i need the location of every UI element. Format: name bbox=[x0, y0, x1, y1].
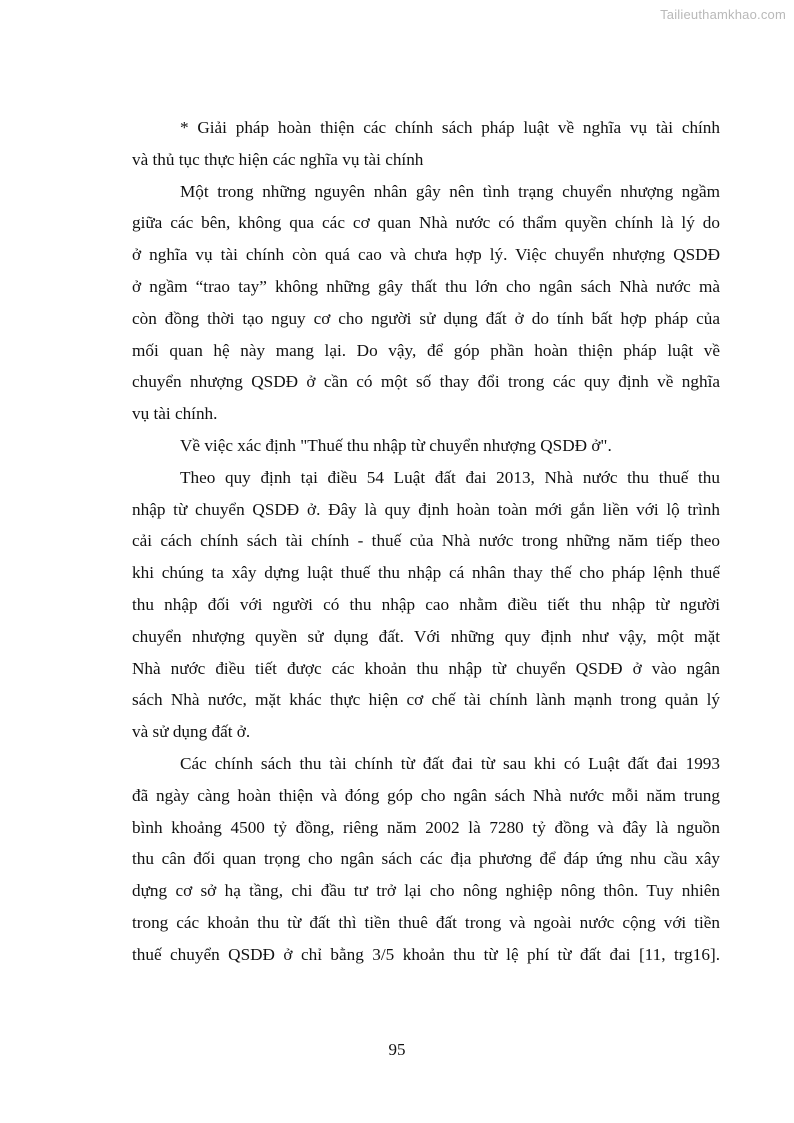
text-line: bình khoảng 4500 tỷ đồng, riêng năm 2002 là 7280 tỷ đồng và đây là nguồn bbox=[132, 817, 720, 837]
text-line: Theo quy định tại điều 54 Luật đất đai 2013, Nhà nước thu thuế thu bbox=[180, 467, 720, 487]
text-line: nhập từ chuyển QSDĐ ở. Đây là quy định hoàn toàn mới gắn liền với lộ trình bbox=[132, 499, 720, 519]
text-line: cải cách chính sách tài chính - thuế của Nhà nước trong những năm tiếp theo bbox=[132, 531, 720, 551]
text-line: dựng cơ sở hạ tầng, chi đầu tư trở lại cho nông nghiệp nông thôn. Tuy nhiên bbox=[132, 881, 720, 901]
text-line: và thủ tục thực hiện các nghĩa vụ tài chính bbox=[132, 149, 424, 169]
text-line: khi chúng ta xây dựng luật thuế thu nhập cá nhân thay thế cho pháp lệnh thuế bbox=[132, 563, 720, 583]
text-line: còn đồng thời tạo nguy cơ cho người sử dụng đất ở do tính bất hợp pháp của bbox=[132, 308, 720, 328]
text-line: trong các khoản thu từ đất thì tiền thuê đất trong và ngoài nước cộng với tiền bbox=[132, 912, 720, 932]
text-line: Về việc xác định "Thuế thu nhập từ chuyển nhượng QSDĐ ở". bbox=[180, 435, 612, 455]
text-line: vụ tài chính. bbox=[132, 404, 218, 424]
text-line: mối quan hệ này mang lại. Do vậy, để góp phần hoàn thiện pháp luật về bbox=[132, 340, 720, 360]
text-line: đã ngày càng hoàn thiện và đóng góp cho ngân sách Nhà nước mỗi năm trung bbox=[132, 785, 720, 805]
text-line: thu nhập đối với người có thu nhập cao nhằm điều tiết thu nhập từ người bbox=[132, 594, 720, 614]
text-line: giữa các bên, không qua các cơ quan Nhà nước có thẩm quyền chính là lý do bbox=[132, 213, 720, 233]
text-line: thu cân đối quan trọng cho ngân sách các địa phương để đáp ứng nhu cầu xây bbox=[132, 849, 720, 869]
text-line: Các chính sách thu tài chính từ đất đai từ sau khi có Luật đất đai 1993 bbox=[180, 753, 720, 773]
text-line: thuế chuyển QSDĐ ở chỉ bằng 3/5 khoản thu từ lệ phí từ đất đai [11, trg16]. bbox=[132, 944, 720, 964]
text-line: và sử dụng đất ở. bbox=[132, 722, 251, 742]
text-line: sách Nhà nước, mặt khác thực hiện cơ chế tài chính lành mạnh trong quản lý bbox=[132, 690, 720, 710]
text-line: * Giải pháp hoàn thiện các chính sách pháp luật về nghĩa vụ tài chính bbox=[180, 118, 720, 137]
text-line: Nhà nước điều tiết được các khoản thu nhập từ chuyển QSDĐ ở vào ngân bbox=[132, 658, 720, 678]
watermark-text: Tailieuthamkhao.com bbox=[660, 7, 786, 22]
page-number: 95 bbox=[388, 1040, 406, 1059]
text-line: chuyển nhượng quyền sử dụng đất. Với những quy định như vậy, một mặt bbox=[132, 626, 720, 646]
text-line: ở ngầm “trao tay” không những gây thất thu lớn cho ngân sách Nhà nước mà bbox=[132, 276, 720, 296]
text-line: Một trong những nguyên nhân gây nên tình trạng chuyển nhượng ngầm bbox=[180, 181, 720, 201]
text-line: ở nghĩa vụ tài chính còn quá cao và chưa hợp lý. Việc chuyển nhượng QSDĐ bbox=[132, 245, 720, 265]
document-body bbox=[132, 112, 720, 971]
text-line: chuyển nhượng QSDĐ ở cần có một số thay đổi trong các quy định về nghĩa bbox=[132, 372, 720, 392]
